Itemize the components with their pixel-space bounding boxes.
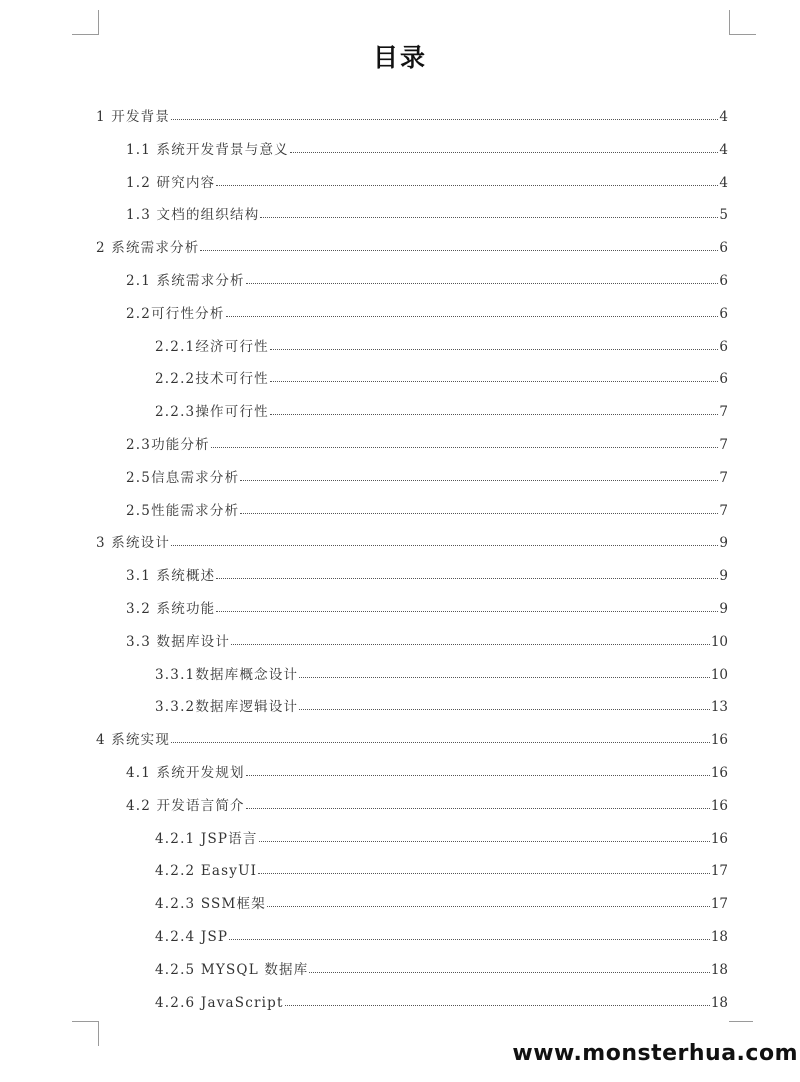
- toc-entry-title: 2.2.3操作可行性: [155, 404, 269, 421]
- toc-dot-leader: [258, 873, 710, 874]
- toc-entry[interactable]: [155, 398, 728, 420]
- toc-dot-leader: [216, 185, 718, 186]
- toc-entry-page-number: 4: [719, 141, 728, 158]
- toc-dot-leader: [290, 152, 719, 153]
- toc-entry[interactable]: [155, 956, 728, 978]
- toc-entry[interactable]: [126, 628, 728, 650]
- toc-entry[interactable]: [126, 300, 728, 322]
- toc-entry-title: 2.3功能分析: [126, 437, 210, 453]
- toc-dot-leader: [246, 283, 719, 284]
- toc-entry-page-number: 10: [710, 666, 728, 683]
- toc-entry[interactable]: [126, 759, 728, 781]
- toc-entry[interactable]: [155, 661, 728, 683]
- toc-entry-title: 2.5信息需求分析: [126, 469, 240, 486]
- toc-dot-leader: [231, 644, 710, 645]
- toc-entry-title: 1 开发背景: [96, 109, 171, 125]
- toc-dot-leader: [299, 709, 710, 710]
- toc-entry[interactable]: [155, 857, 728, 879]
- toc-entry-title: 4.2 开发语言简介: [126, 797, 245, 814]
- toc-entry-page-number: 6: [719, 305, 728, 322]
- toc-entry-page-number: 16: [710, 830, 728, 847]
- toc-entry-page-number: 7: [719, 437, 728, 453]
- page-corner-mark-top-right: [729, 10, 756, 35]
- toc-entry[interactable]: [155, 923, 728, 945]
- toc-entry[interactable]: [155, 365, 728, 387]
- toc-entry-page-number: 16: [710, 765, 728, 781]
- toc-entry-title: 2.1 系统需求分析: [126, 273, 245, 289]
- toc-entry-page-number: 10: [710, 633, 728, 650]
- toc-entry-page-number: 9: [719, 568, 728, 585]
- toc-entry-page-number: 4: [719, 109, 728, 125]
- toc-entry-title: 3.1 系统概述: [126, 568, 216, 585]
- toc-entry[interactable]: [155, 989, 728, 1011]
- toc-entry-page-number: 4: [719, 174, 728, 191]
- toc-entry-page-number: 9: [719, 535, 728, 552]
- toc-dot-leader: [216, 578, 718, 579]
- toc-entry-title: 3.3.1数据库概念设计: [155, 666, 299, 683]
- toc-entry[interactable]: [155, 890, 728, 912]
- toc-dot-leader: [246, 808, 710, 809]
- toc-entry-title: 1.3 文档的组织结构: [126, 207, 260, 224]
- toc-dot-leader: [211, 447, 719, 448]
- toc-entry[interactable]: [126, 792, 728, 814]
- toc-entry-page-number: 6: [719, 273, 728, 289]
- toc-dot-leader: [229, 939, 710, 940]
- toc-entry-page-number: 13: [710, 699, 728, 716]
- toc-entry-page-number: 9: [719, 601, 728, 617]
- toc-entry-page-number: 5: [719, 207, 728, 224]
- toc-entry-page-number: 17: [710, 863, 728, 880]
- toc-entry-title: 4.1 系统开发规划: [126, 765, 245, 781]
- toc-dot-leader: [259, 841, 710, 842]
- toc-entry[interactable]: [126, 497, 728, 519]
- toc-entry-title: 2.2.1经济可行性: [155, 338, 269, 355]
- toc-entry-page-number: 17: [710, 896, 728, 913]
- page-corner-mark-top-left: [72, 10, 99, 35]
- toc-entry-page-number: 7: [719, 469, 728, 486]
- toc-entry-page-number: 6: [719, 240, 728, 257]
- toc-entry-page-number: 7: [719, 404, 728, 421]
- toc-entry[interactable]: [126, 464, 728, 486]
- toc-entry-title: 4.2.6 JavaScript: [155, 994, 284, 1011]
- toc-entry[interactable]: [155, 333, 728, 355]
- toc-entry-title: 4.2.2 EasyUI: [155, 863, 258, 880]
- toc-entry[interactable]: [126, 201, 728, 223]
- toc-entry-title: 3.2 系统功能: [126, 601, 216, 617]
- toc-entry[interactable]: [126, 136, 728, 158]
- toc-entry-page-number: 6: [719, 371, 728, 388]
- toc-entry[interactable]: [126, 267, 728, 289]
- toc-dot-leader: [171, 545, 718, 546]
- toc-entry-page-number: 6: [719, 338, 728, 355]
- page-corner-mark-bottom-left: [72, 1021, 99, 1046]
- toc-dot-leader: [285, 1005, 710, 1006]
- toc-entry-title: 2 系统需求分析: [96, 240, 200, 257]
- toc-entry-title: 2.5性能需求分析: [126, 502, 240, 519]
- toc-dot-leader: [216, 611, 718, 612]
- toc-entry-page-number: 16: [710, 797, 728, 814]
- toc-entry[interactable]: [126, 562, 728, 584]
- toc-entry[interactable]: [96, 234, 728, 256]
- toc-dot-leader: [226, 316, 719, 317]
- toc-entry-page-number: 18: [710, 994, 728, 1011]
- toc-dot-leader: [240, 480, 718, 481]
- toc-entry[interactable]: [126, 431, 728, 453]
- toc-dot-leader: [200, 250, 718, 251]
- toc-entry-title: 4.2.5 MYSQL 数据库: [155, 961, 309, 978]
- toc-entry-title: 3 系统设计: [96, 535, 171, 552]
- toc-entry-title: 2.2.2技术可行性: [155, 371, 269, 388]
- toc-dot-leader: [309, 972, 709, 973]
- toc-entry[interactable]: [96, 726, 728, 748]
- toc-dot-leader: [299, 677, 710, 678]
- toc-entry-title: 4 系统实现: [96, 732, 171, 749]
- toc-dot-leader: [260, 217, 718, 218]
- toc-entry-page-number: 16: [710, 732, 728, 749]
- page-title: 目录: [372, 43, 427, 72]
- toc-entry[interactable]: [96, 529, 728, 551]
- toc-dot-leader: [240, 513, 718, 514]
- toc-entry[interactable]: [126, 169, 728, 191]
- toc-entry[interactable]: [155, 825, 728, 847]
- toc-dot-leader: [270, 381, 719, 382]
- toc-dot-leader: [246, 775, 710, 776]
- site-watermark: www.monsterhua.com: [512, 1041, 798, 1066]
- toc-dot-leader: [171, 742, 710, 743]
- toc-entry-title: 4.2.3 SSM框架: [155, 896, 266, 913]
- toc-entry[interactable]: [155, 693, 728, 715]
- toc-entry[interactable]: [96, 103, 728, 125]
- toc-entry-title: 4.2.4 JSP: [155, 929, 229, 945]
- toc-dot-leader: [171, 119, 718, 120]
- toc-entry-title: 4.2.1 JSP语言: [155, 830, 258, 847]
- toc-entry-title: 1.1 系统开发背景与意义: [126, 141, 289, 158]
- toc-entry-title: 2.2可行性分析: [126, 305, 225, 322]
- toc-entry-title: 3.3.2数据库逻辑设计: [155, 699, 299, 716]
- toc-entry[interactable]: [126, 595, 728, 617]
- toc-entry-page-number: 7: [719, 502, 728, 519]
- toc-entry-page-number: 18: [710, 929, 728, 945]
- toc-dot-leader: [270, 414, 719, 415]
- toc-dot-leader: [270, 349, 719, 350]
- toc-dot-leader: [267, 906, 710, 907]
- toc-entry-page-number: 18: [710, 961, 728, 978]
- toc-entry-title: 1.2 研究内容: [126, 174, 216, 191]
- toc-entry-title: 3.3 数据库设计: [126, 633, 231, 650]
